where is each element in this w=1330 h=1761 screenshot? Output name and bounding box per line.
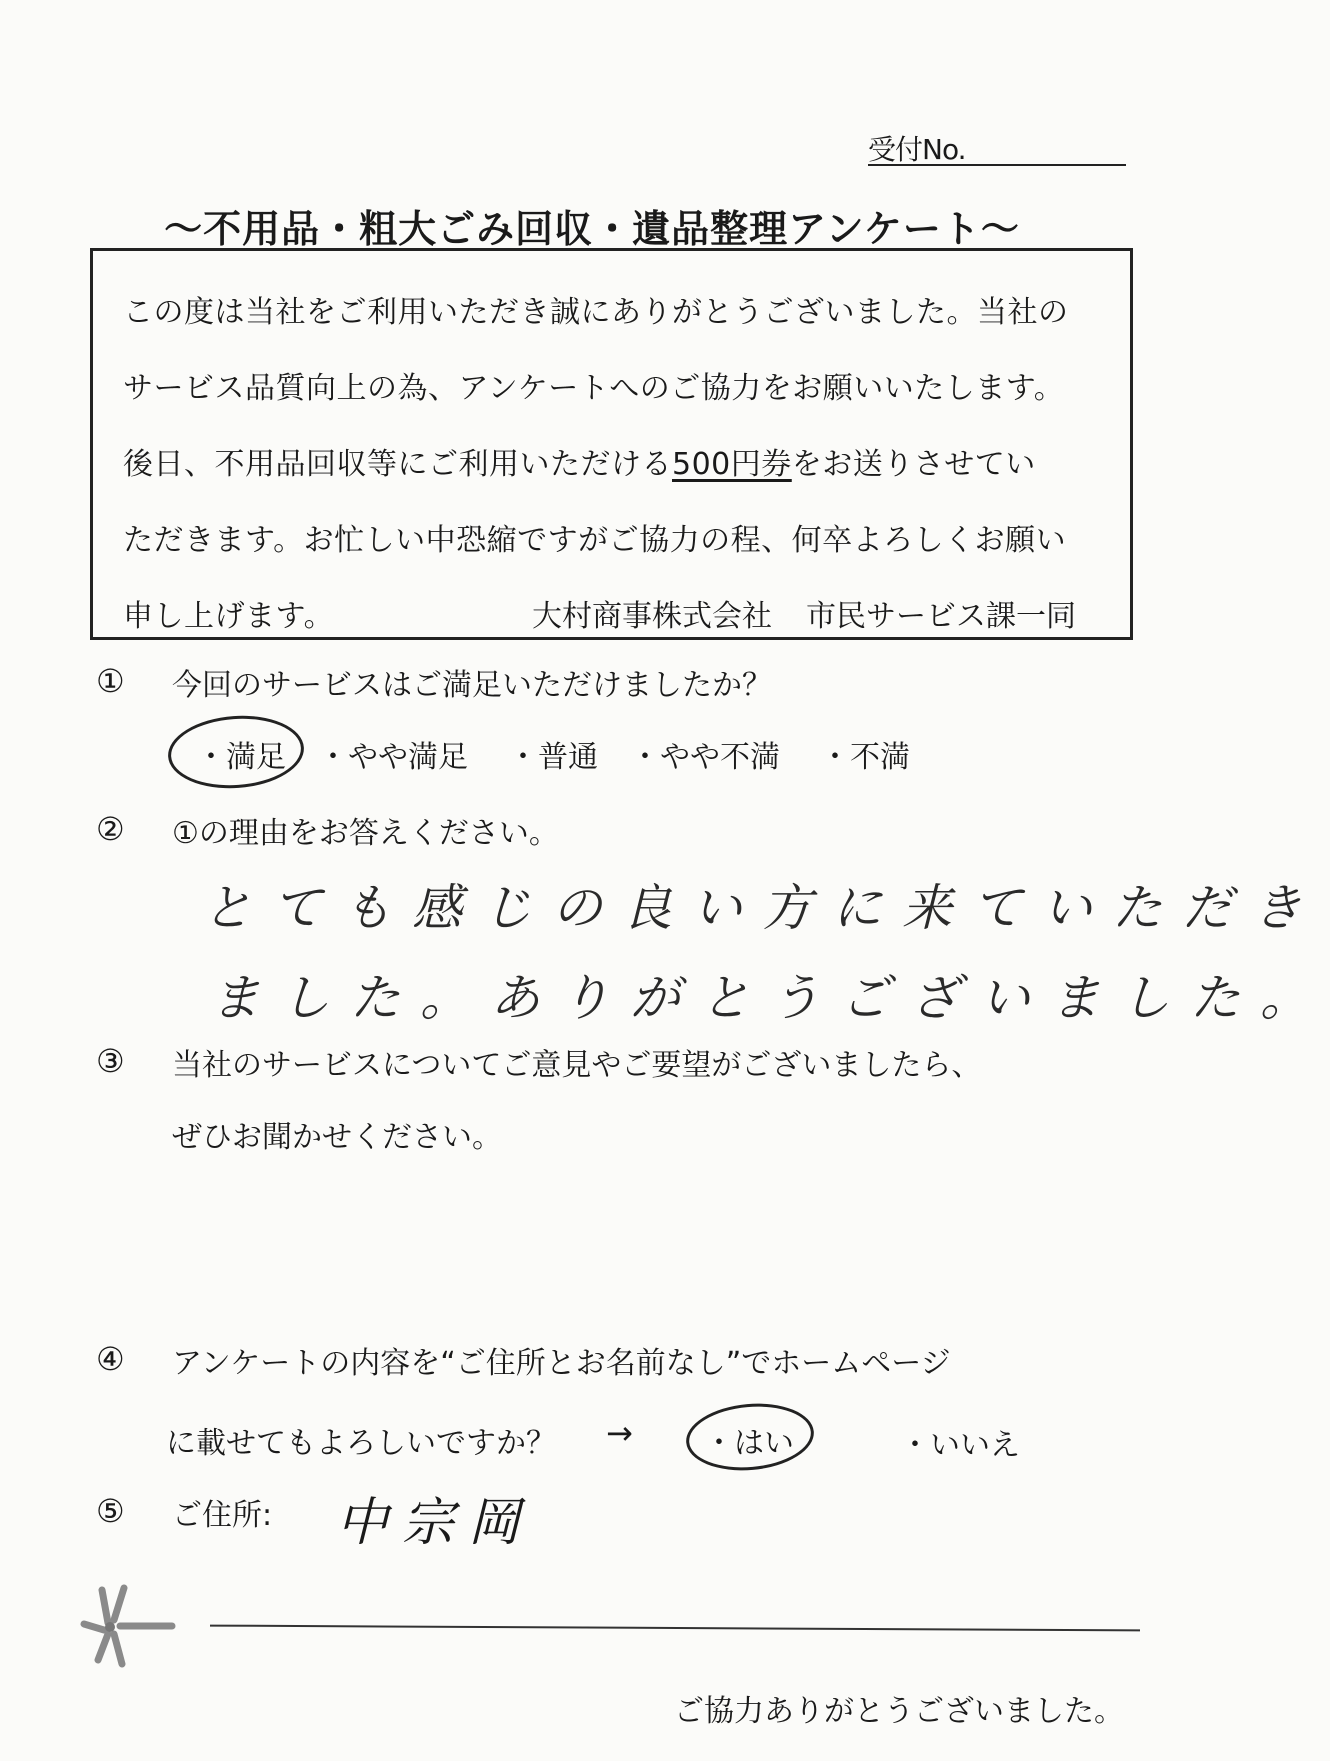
intro-line-3-before: 後日、不用品回収等にご利用いただける xyxy=(123,447,672,482)
intro-line-3-after: をお送りさせてい xyxy=(791,447,1036,482)
question-3-text: 当社のサービスについてご意見やご要望がございましたら、 xyxy=(172,1048,982,1083)
intro-line-5: 申し上げます。 xyxy=(123,599,335,634)
question-3-number: ③ xyxy=(96,1042,125,1080)
handwritten-answer-line-1[interactable]: とても感じの良い方に来ていただき xyxy=(202,879,1322,937)
signoff xyxy=(532,591,1076,635)
intro-line-2: サービス品質向上の為、アンケートへのご協力をお願いいたします。 xyxy=(123,371,1065,406)
footer-line xyxy=(210,1625,1140,1632)
intro-box xyxy=(90,248,1133,640)
option-yes[interactable]: ・はい xyxy=(704,1426,794,1461)
receipt-number-label: 受付No. xyxy=(868,133,966,166)
question-3-text-line-2: ぜひお聞かせください。 xyxy=(172,1120,502,1155)
question-5-number: ⑤ xyxy=(96,1492,125,1530)
question-4-number: ④ xyxy=(96,1340,125,1378)
company-name: 大村商事株式会社 xyxy=(532,599,772,634)
option-dissatisfied[interactable]: ・不満 xyxy=(820,740,910,775)
survey-title: ～不用品・粗大ごみ回収・遺品整理アンケート～ xyxy=(164,207,1020,251)
receipt-number-field[interactable] xyxy=(868,164,1126,166)
footer-thanks: ご協力ありがとうございました。 xyxy=(674,1694,1124,1729)
option-satisfied[interactable]: ・満足 xyxy=(196,740,286,775)
arrow-icon: → xyxy=(606,1414,633,1452)
voucher-highlight: 500円券 xyxy=(672,447,792,482)
intro-line-3 xyxy=(123,439,1036,483)
option-no[interactable]: ・いいえ xyxy=(900,1428,1020,1463)
question-1-text: 今回のサービスはご満足いただけましたか？ xyxy=(172,668,772,703)
option-somewhat-dissatisfied[interactable]: ・やや不満 xyxy=(630,740,780,775)
intro-line-4: ただきます。お忙しい中恐縮ですがご協力の程、何卒よろしくお願い xyxy=(123,523,1067,558)
flower-icon xyxy=(80,1568,190,1682)
option-neutral[interactable]: ・普通 xyxy=(508,740,598,775)
question-2-text: ①の理由をお答えください。 xyxy=(172,816,559,851)
question-1-number: ① xyxy=(96,662,125,700)
address-label: ご住所: xyxy=(172,1498,273,1533)
question-4-text: アンケートの内容を“ご住所とお名前なし”でホームページ xyxy=(172,1346,951,1381)
intro-line-1: この度は当社をご利用いただき誠にありがとうございました。当社の xyxy=(123,295,1069,330)
handwritten-answer-line-2[interactable]: ました。ありがとうございました。 xyxy=(210,969,1330,1027)
question-2-number: ② xyxy=(96,810,125,848)
selected-circle-mark xyxy=(166,711,307,792)
address-handwritten-value[interactable]: 中宗岡 xyxy=(336,1493,535,1553)
department-name: 市民サービス課一同 xyxy=(806,599,1076,634)
question-4-text-line-2: に載せてもよろしいですか？ xyxy=(166,1426,556,1461)
option-somewhat-satisfied[interactable]: ・やや満足 xyxy=(318,740,468,775)
selected-circle-mark-yes xyxy=(683,1399,816,1476)
